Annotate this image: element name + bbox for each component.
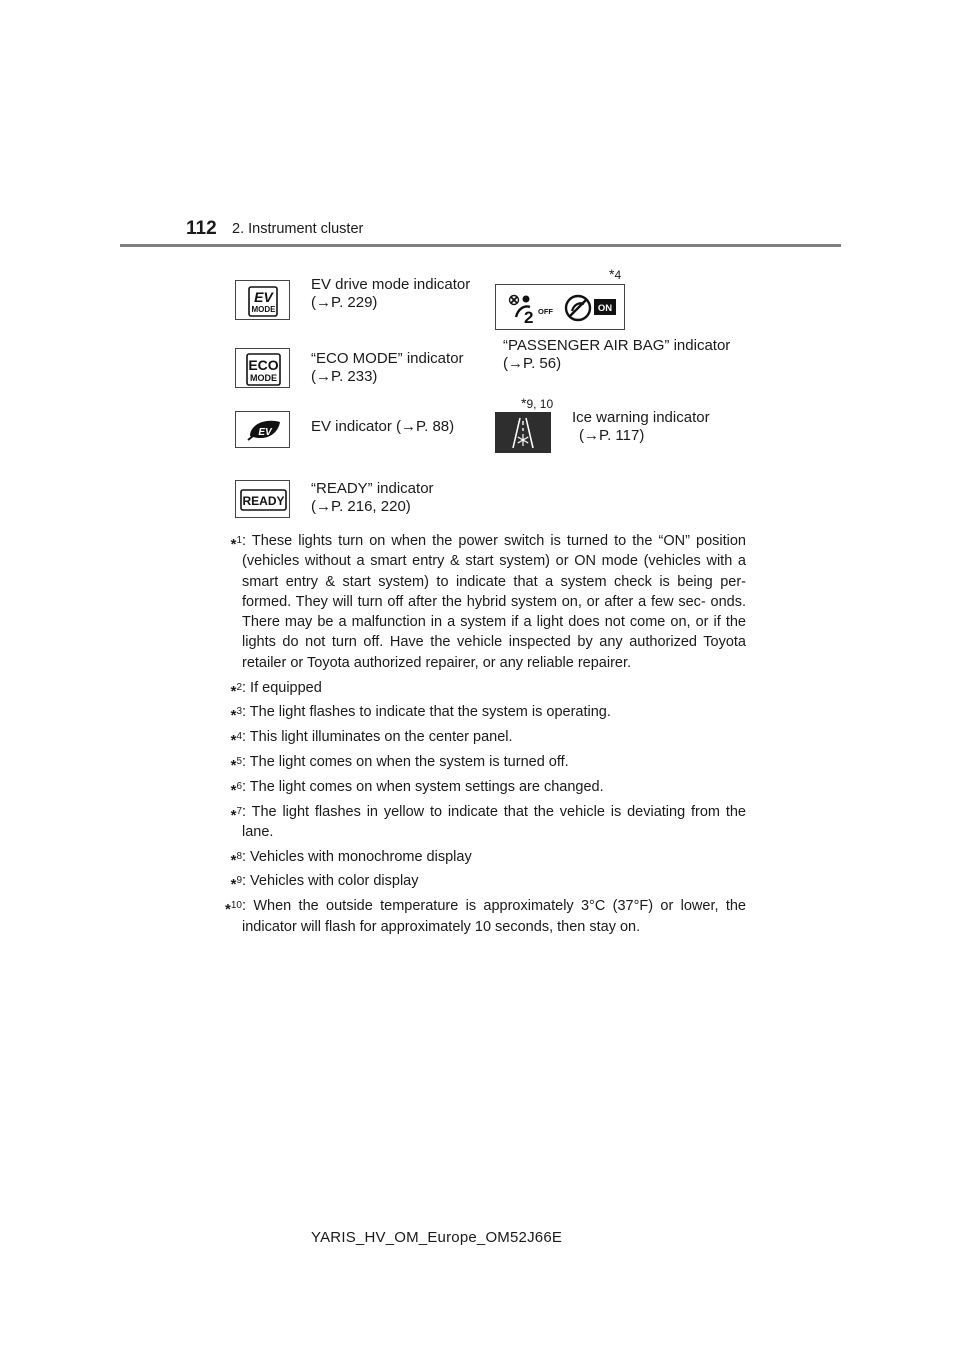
footnote-text: : These lights turn on when the power switch is turned to the “ON” position (vehicles without a smart entry & start system) or ON mode (vehicles with a smart entry & start system) to indicate that a system check is being per- formed. They will turn off after the hybrid system on, or after a few sec- onds. There may be a malfunction in a system if a light does not come on, or if the lights do not turn off. Have the vehicle inspected by any authorized Toyota retailer or Toyota authorized repairer, or any reliable repairer. xyxy=(242,533,746,671)
footnote-key: *$^1$ xyxy=(230,535,242,553)
footnote-item xyxy=(206,531,746,673)
footnote-key: *$^7$ xyxy=(230,805,242,824)
footnote-key: *$^3$ xyxy=(230,706,242,725)
footnote-item xyxy=(206,752,746,772)
eco-mode-label: “ECO MODE” indicator (→P. 233) xyxy=(311,350,464,385)
ev-mode-label: EV drive mode indicator (→P. 229) xyxy=(311,276,471,311)
ev-mode-icon-top: EV xyxy=(254,289,273,305)
footnote-key: *$^2$ xyxy=(230,681,242,700)
ev-mode-icon xyxy=(235,280,290,320)
header-rule xyxy=(120,244,841,247)
ready-icon-text: READY xyxy=(242,494,285,508)
passenger-air-bag-icon-digit: 2 xyxy=(524,308,534,327)
footnote-text: : The light flashes in yellow to indicate that the vehicle is deviating from the lane. xyxy=(242,803,746,840)
footnote-item xyxy=(206,896,746,937)
eco-mode-icon-bottom: MODE xyxy=(250,373,277,383)
passenger-air-bag-label: “PASSENGER AIR BAG” indicator (→P. 56) xyxy=(503,337,731,372)
ev-indicator-label: EV indicator (→P. 88) xyxy=(311,418,455,435)
footnote-text: : Vehicles with monochrome display xyxy=(242,848,472,865)
footnote-text: : The light flashes to indicate that the system is operating. xyxy=(242,704,611,721)
passenger-air-bag-icon xyxy=(495,284,625,330)
footnote-text: : If equipped xyxy=(242,679,322,696)
footnote-key: *$^{10}$ xyxy=(225,900,242,919)
ready-icon xyxy=(235,480,290,518)
footnote-item xyxy=(206,727,746,750)
footnote-text: : When the outside temperature is approximately 3°C (37°F) or lower, the indicator will flash for approximately 10 seconds, then stay on. xyxy=(242,898,746,935)
footnote-text: : Vehicles with color display xyxy=(242,873,419,890)
ev-indicator-icon-text: EV xyxy=(258,427,272,438)
footnotes xyxy=(206,531,746,941)
footnote-text: : The light comes on when system settings are changed. xyxy=(242,778,604,795)
footnote-item xyxy=(206,678,746,698)
ev-mode-icon-bottom: MODE xyxy=(251,305,276,314)
ready-label: “READY” indicator (→P. 216, 220) xyxy=(311,480,434,515)
footnote-item xyxy=(206,847,746,867)
passenger-air-bag-icon-on: ON xyxy=(597,303,613,314)
footer-doc-id: YARIS_HV_OM_Europe_OM52J66E xyxy=(311,1229,563,1246)
footnote-item xyxy=(206,871,746,894)
ice-warning-icon xyxy=(495,412,551,453)
footnote-item xyxy=(206,702,746,725)
passenger-air-bag-marker: *4 xyxy=(609,266,622,282)
section-title: 2. Instrument cluster xyxy=(232,221,364,237)
footnote-item xyxy=(206,802,746,843)
ice-warning-marker: *9, 10 xyxy=(521,395,554,411)
page-number: 112 xyxy=(186,218,217,239)
footnote-key: *$^4$ xyxy=(230,731,242,750)
ice-warning-label: Ice warning indicator (→P. 117) xyxy=(572,409,710,444)
footnote-item xyxy=(206,777,746,797)
footnote-key: *$^8$ xyxy=(230,850,242,869)
footnote-key: *$^6$ xyxy=(230,780,242,799)
footnote-text: : The light comes on when the system is turned off. xyxy=(242,753,569,770)
passenger-air-bag-icon-off: OFF xyxy=(538,307,553,316)
footnote-text: : This light illuminates on the center panel. xyxy=(242,729,513,746)
ev-indicator-icon xyxy=(235,411,290,448)
eco-mode-icon xyxy=(235,348,290,388)
eco-mode-icon-top: ECO xyxy=(248,357,279,373)
footnote-key: *$^9$ xyxy=(230,875,242,894)
footnote-key: *$^5$ xyxy=(230,755,242,774)
